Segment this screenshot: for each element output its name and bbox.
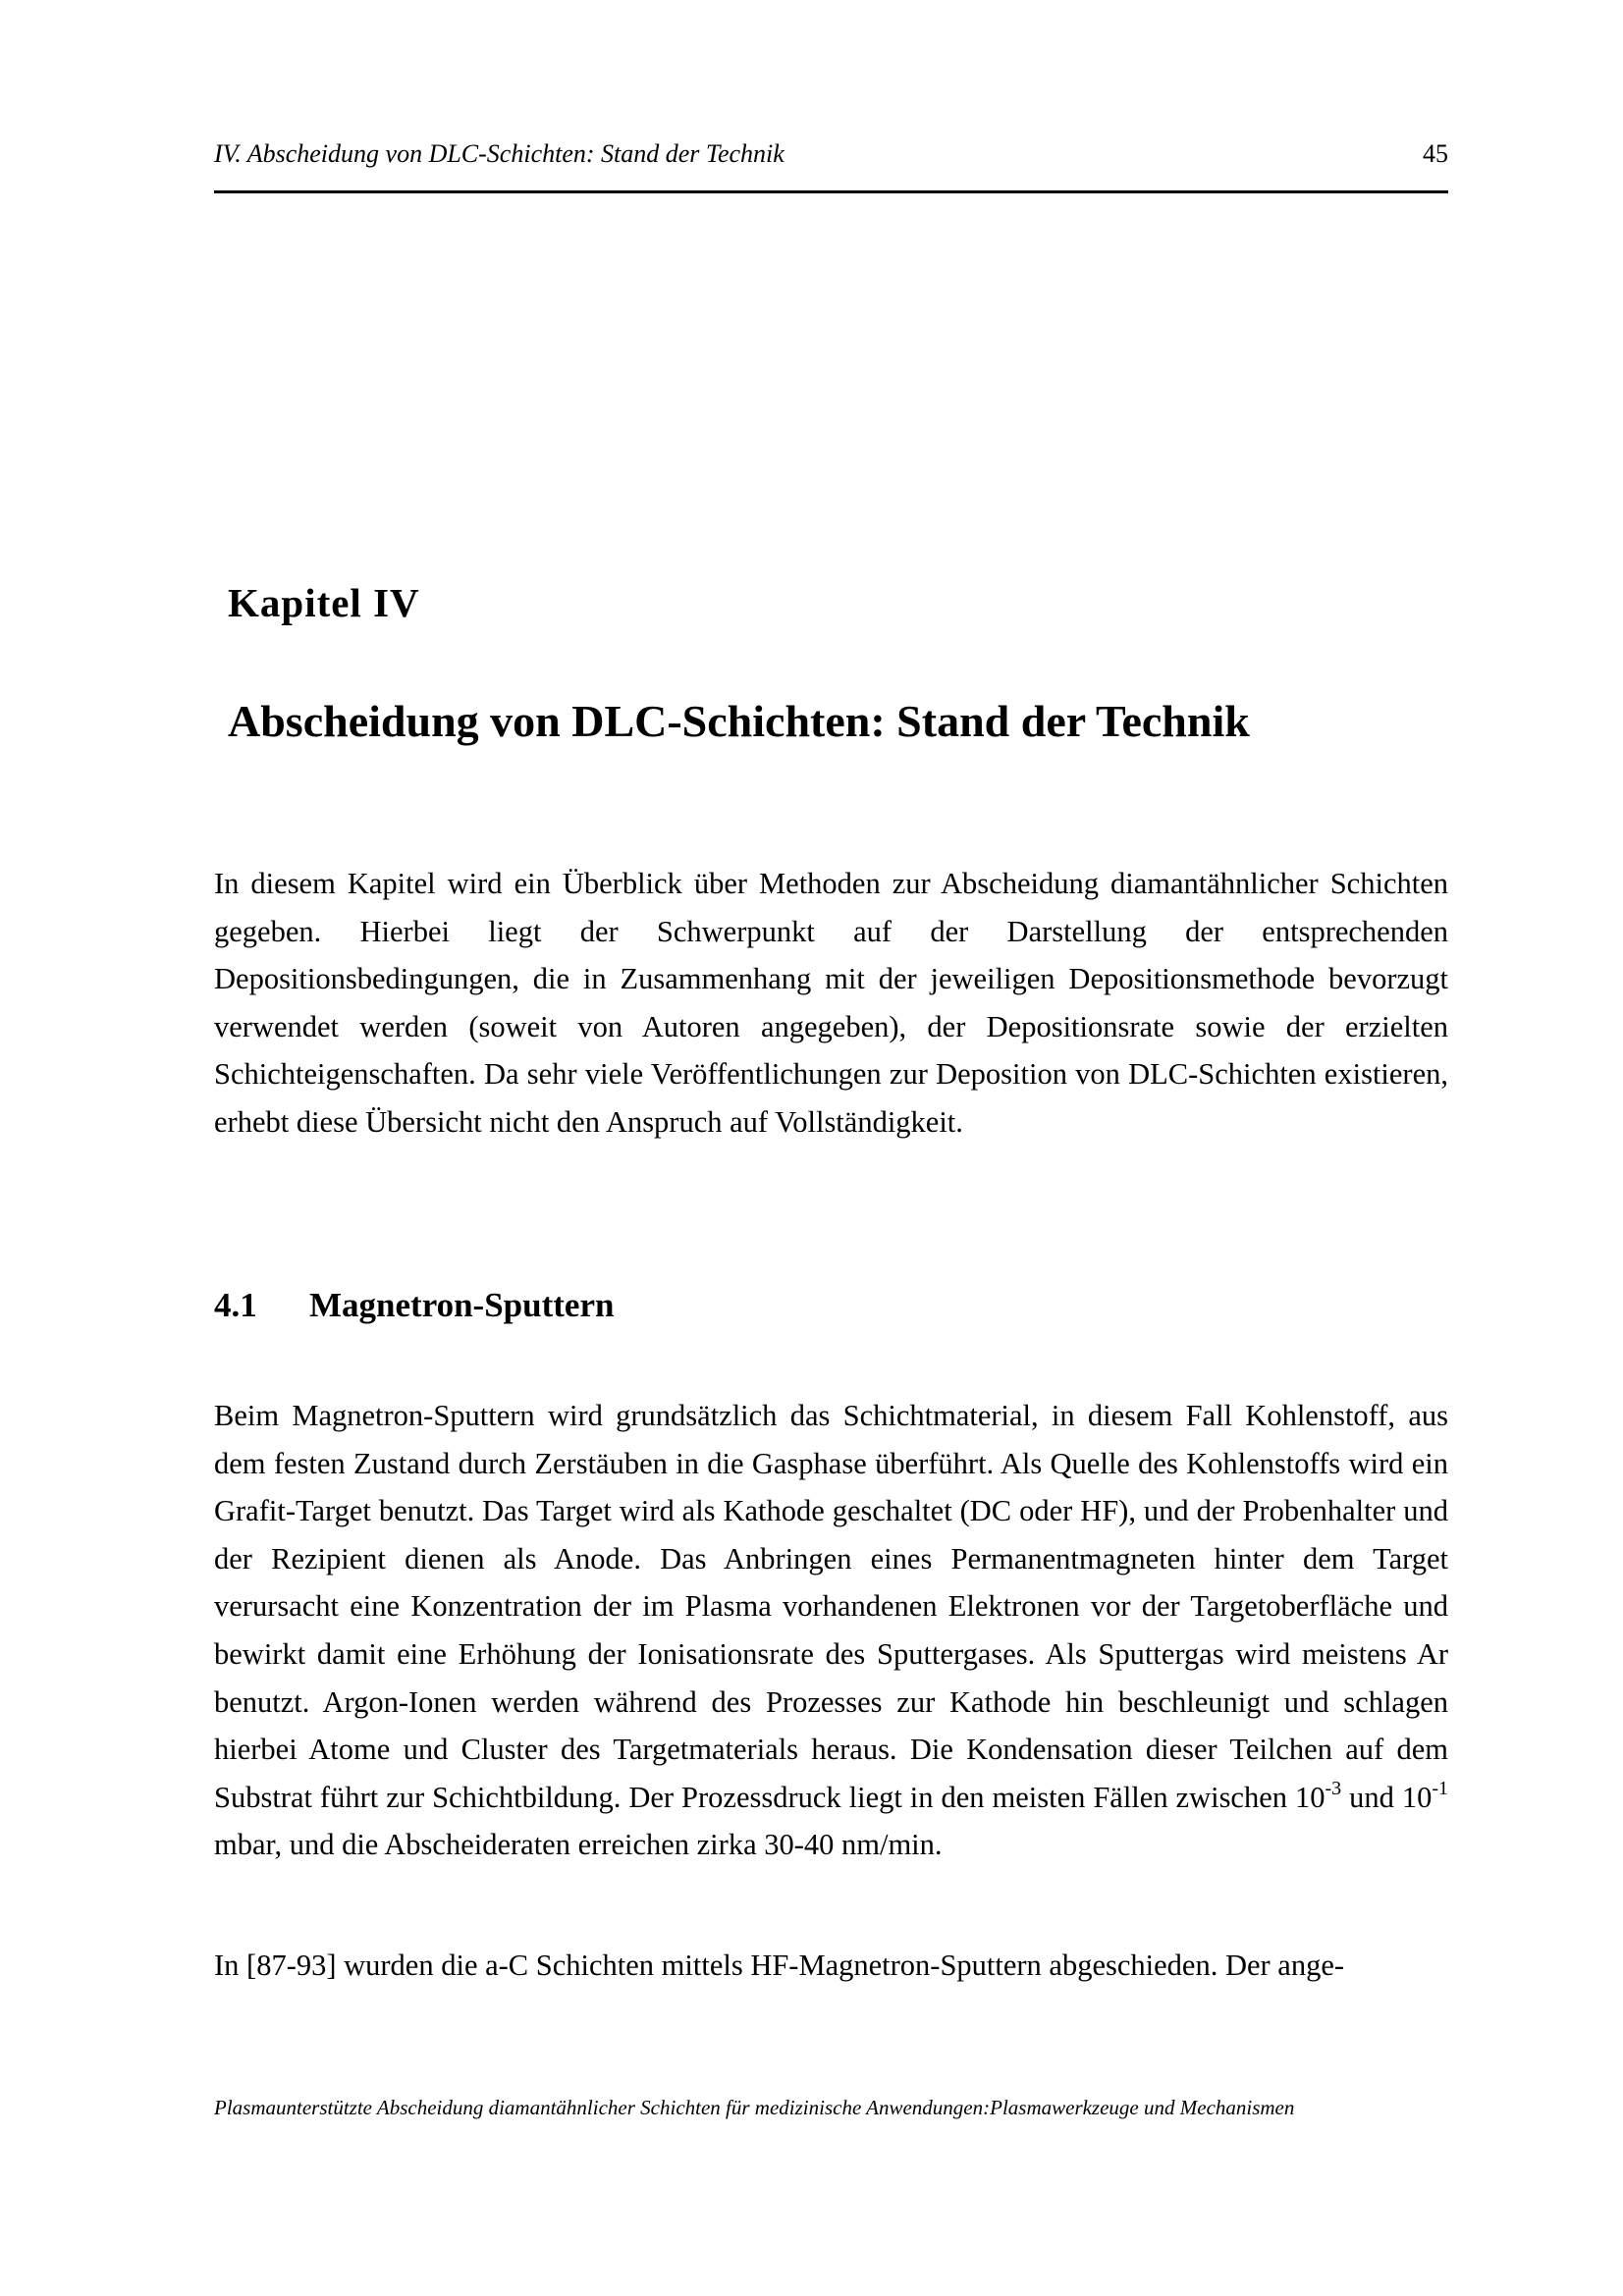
paragraph-1-main: Beim Magnetron-Sputtern wird grundsätzlich das Schichtmaterial, in diesem Fall Kohlenstoff, aus dem festen Zustand durch Zerstäuben in die Gasphase überführt. Als Quelle des Kohlenstoffs wird ein Grafit-Target benutzt. Das Target wird als Kathode geschaltet (DC oder HF), und der Probenhalter und der Rezipient dienen als Anode. Das Anbringen eines Permanentmagneten hinter dem Target verursacht eine Konzentration der im Plasma vorhandenen Elektronen vor der Targetoberfläche und bewirkt damit eine Erhöhung der Ionisationsrate des Sputtergases. Als Sputtergas wird meistens Ar benutzt. Argon-Ionen werden während des Prozesses zur Kathode hin beschleunigt und schlagen hierbei Atome und Cluster des Targetmaterials heraus. Die Kondensation dieser Teilchen auf dem Substrat führt zur Schichtbildung. Der Prozessdruck liegt in den meisten Fällen zwischen 10 [214, 1399, 1448, 1814]
header-rule [214, 190, 1448, 193]
chapter-label: Kapitel IV [228, 580, 420, 625]
running-header [214, 139, 1448, 188]
section-number: 4.1 [214, 1286, 257, 1324]
section-title: Magnetron-Sputtern [309, 1286, 615, 1324]
section-paragraph-1 [214, 1392, 1448, 1869]
page-number: 45 [1423, 139, 1448, 168]
exponent-1: -3 [1325, 1777, 1342, 1799]
exponent-2: -1 [1432, 1777, 1449, 1799]
paragraph-1-mid: und 10 [1341, 1780, 1433, 1814]
paragraph-1-end: mbar, und die Abscheideraten erreichen zirka 30-40 nm/min. [214, 1828, 943, 1862]
section-heading [214, 1286, 614, 1325]
running-footer: Plasmaunterstützte Abscheidung diamantähnlicher Schichten für medizinische Anwendungen:Plasmawerkzeuge und Mechanismen [214, 2096, 1295, 2119]
section-paragraph-2: In [87-93] wurden die a-C Schichten mittels HF-Magnetron-Sputtern abgeschieden. Der ange- [214, 1949, 1345, 1982]
chapter-title: Abscheidung von DLC-Schichten: Stand der Technik [228, 696, 1250, 746]
running-header-title: IV. Abscheidung von DLC-Schichten: Stand der Technik [214, 139, 784, 168]
intro-paragraph: In diesem Kapitel wird ein Überblick über Methoden zur Abscheidung diamantähnlicher Schichten gegeben. Hierbei liegt der Schwerpunkt auf der Darstellung der entsprechenden Depositionsbedingungen, die in Zusammenhang mit der jeweiligen Depositionsmethode bevorzugt verwendet werden (soweit von Autoren angegeben), der Depositionsrate sowie der erzielten Schichteigenschaften. Da sehr viele Veröffentlichungen zur Deposition von DLC-Schichten existieren, erhebt diese Übersicht nicht den Anspruch auf Vollständigkeit. [214, 867, 1448, 1139]
